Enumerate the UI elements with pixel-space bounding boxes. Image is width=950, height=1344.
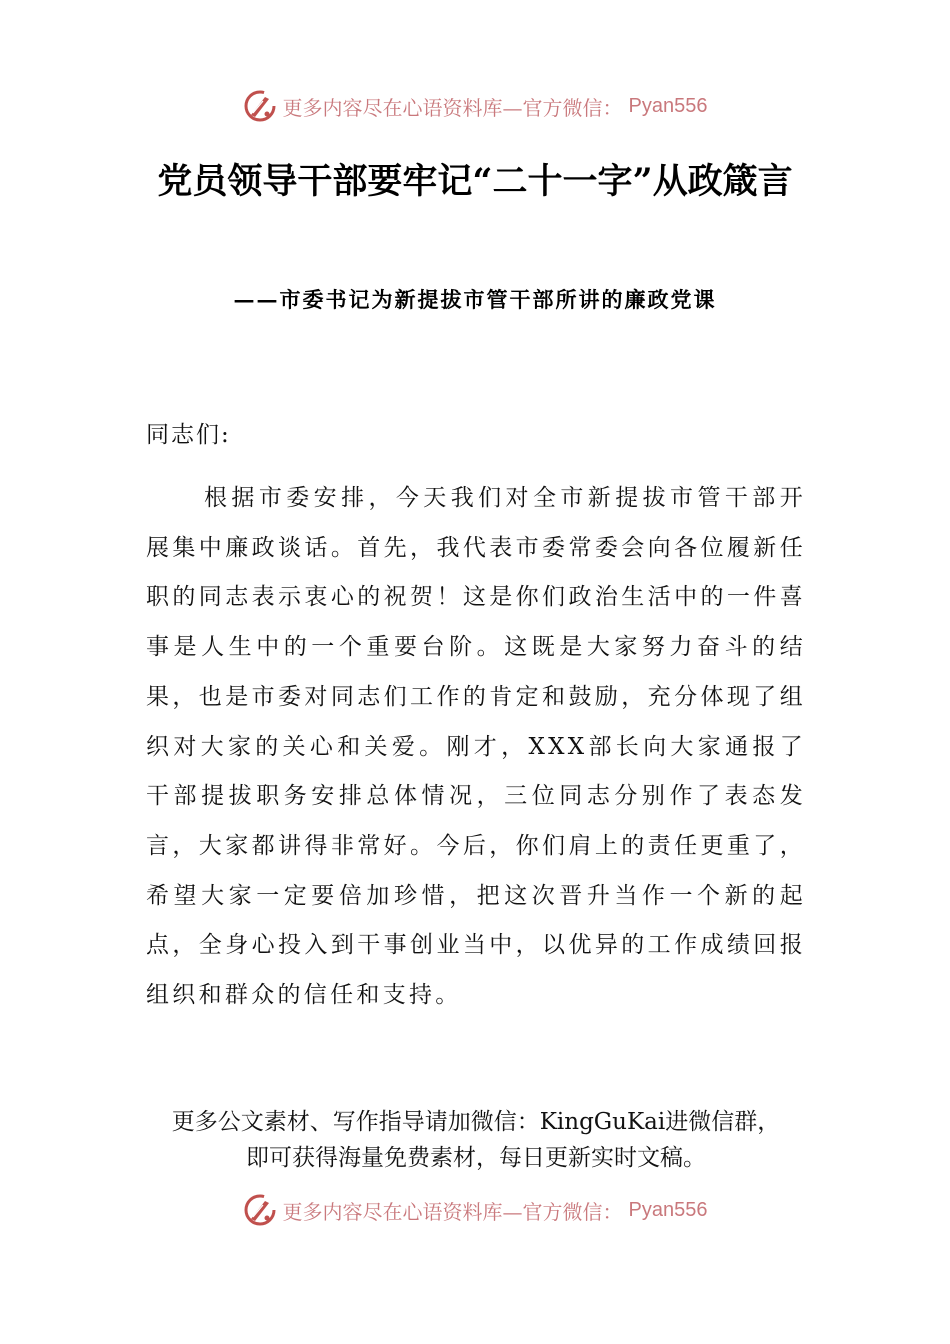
watermark-text: 更多内容尽在心语资料库—官方微信： [282,95,623,120]
quill-logo-icon [243,89,277,123]
watermark-header [0,86,950,126]
footer-note-line-1: 更多公文素材、写作指导请加微信：KingGuKai进微信群， [171,1109,781,1135]
quill-logo-icon [243,1193,277,1227]
footer-note [146,1104,806,1176]
watermark-text: 更多内容尽在心语资料库—官方微信： [282,1199,623,1224]
footer-note-line-2: 即可获得海量免费素材，每日更新实时文稿。 [246,1145,706,1171]
document-subtitle: ——市委书记为新提拔市管干部所讲的廉政党课 [233,287,717,312]
document-title: 党员领导干部要牢记“二十一字”从政箴言 [157,161,793,202]
watermark-wechat-id: Pyan556 [628,1198,708,1221]
body-paragraph: 根据市委安排，今天我们对全市新提拔市管干部开展集中廉政谈话。首先，我代表市委常委会向各位履新任职的同志表示衷心的祝贺！这是你们政治生活中的一件喜事是人生中的一个重要台阶。这既是大家努力奋斗的结果，也是市委对同志们工作的肯定和鼓励，充分体现了组织对大家的关心和关爱。刚才，XXX部长向大家通报了干部提拔职务安排总体情况，三位同志分别作了表态发言，大家都讲得非常好。今后，你们肩上的责任更重了，希望大家一定要倍加珍惜，把这次晋升当作一个新的起点，全身心投入到干事创业当中，以优异的工作成绩回报组织和群众的信任和支持。 [146,485,806,1009]
watermark-footer [0,1190,950,1230]
salutation: 同志们: [146,422,231,448]
watermark-wechat-id: Pyan556 [628,94,708,117]
